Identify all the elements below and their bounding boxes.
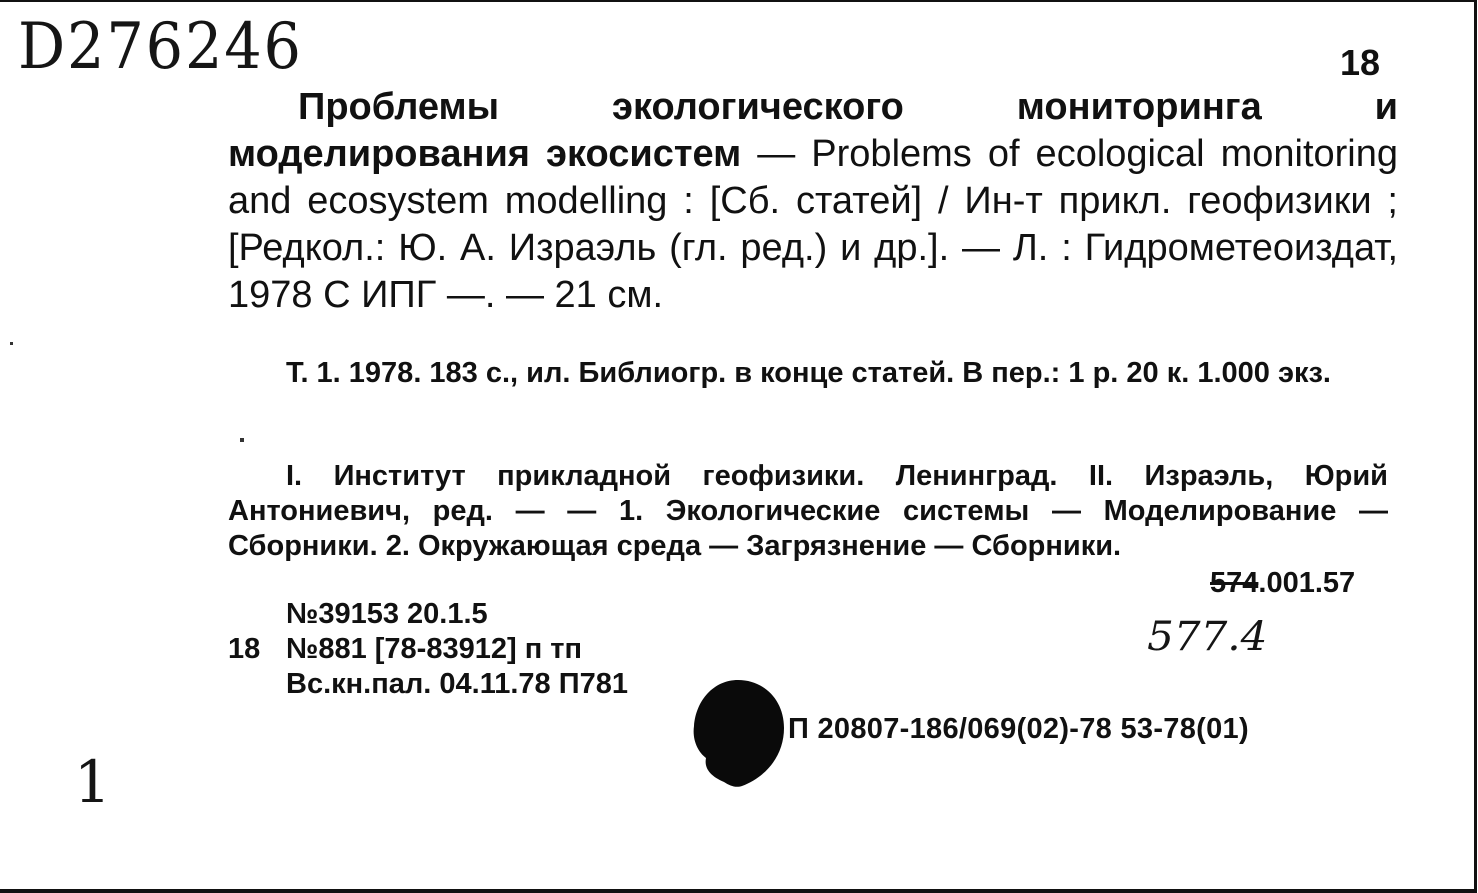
udc-code (1210, 567, 1355, 600)
bibliographic-entry (228, 84, 1398, 319)
stats-line-2: №881 [78-83912] п тп (286, 633, 582, 665)
stats-line-3: Вс.кн.пал. 04.11.78 П781 (286, 668, 628, 700)
card-number: 18 (1340, 42, 1381, 83)
ink-hole-mark (690, 678, 786, 788)
udc-rest: .001.57 (1258, 567, 1356, 599)
description-text: Т. 1. 1978. 183 с., ил. Библиогр. в конце статей. В пер.: 1 р. 20 к. 1.000 экз. (286, 357, 1331, 389)
udc-handwritten: 577.4 (1147, 614, 1268, 660)
stats-line-2-number: 18 (228, 633, 261, 665)
entry-title: Проблемы экологического мониторинга и моделирования экосистем (228, 86, 1398, 175)
tracings-text: I. Институт прикладной геофизики. Ленинград. II. Израэль, Юрий Антониевич, ред. — — 1. Экологические системы — Моделирование — Сборники. 2. Окружающая среда — Загрязнение — Сборники. (228, 460, 1388, 562)
stats-line-1: №39153 20.1.5 (286, 598, 488, 630)
publisher-code: П 20807-186/069(02)-78 53-78(01) (788, 713, 1249, 745)
ink-dot (10, 342, 13, 345)
entry-rest: — Problems of ecological monitoring and ecosystem modelling : [Сб. статей] / Ин-т прикл. геофизики ; [Редкол.: Ю. А. Израэль (гл. ред.) и др.]. — Л. : Гидрометеоиздат, 1978 С ИПГ —. — 21 см. (228, 133, 1399, 316)
physical-description (228, 356, 1388, 391)
udc-struck: 574 (1210, 567, 1259, 599)
catalog-id: D276246 (18, 10, 303, 84)
accession-stats (228, 597, 628, 702)
ink-dot (240, 438, 244, 442)
tracings (228, 459, 1388, 564)
handwritten-mark: 1 (74, 748, 111, 816)
